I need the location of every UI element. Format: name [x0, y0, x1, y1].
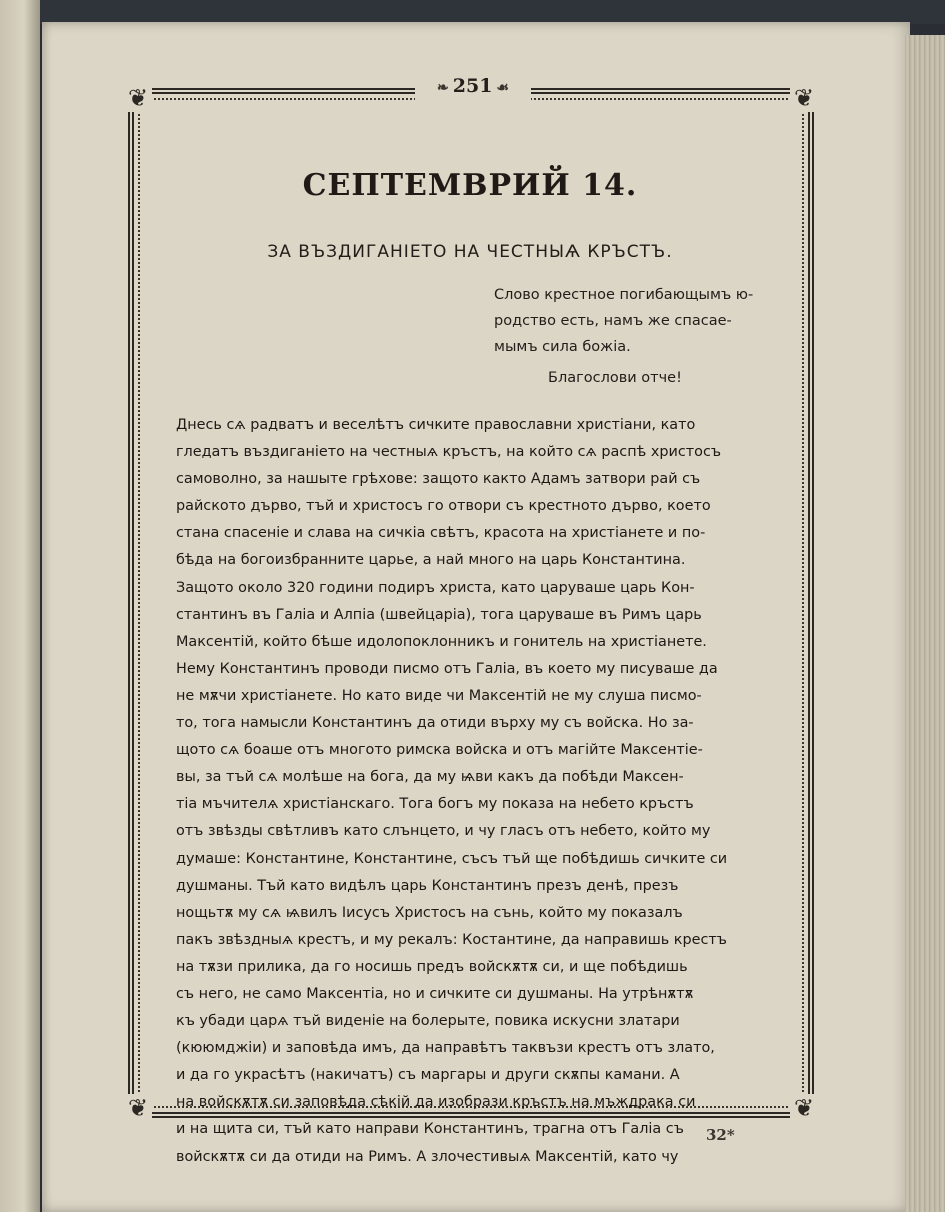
body-line: Нему Константинъ проводи писмо отъ Галіа, въ което му писуваше да — [176, 660, 718, 677]
body-line: войскѫтѫ си да отиди на Римъ. А злочестивыѧ Максентій, като чу — [176, 1148, 679, 1165]
page-header — [415, 72, 531, 100]
leaf-ornament-icon: ❧ — [437, 80, 449, 96]
page-edges — [905, 35, 945, 1212]
body-line: душманы. Тъй като видѣлъ царь Константинъ презъ денѣ, презъ — [176, 877, 679, 894]
body-line: стана спасеніе и слава на сичкіа свѣтъ, красота на христіанете и по- — [176, 525, 706, 542]
leaf-ornament-icon: ☙ — [496, 80, 509, 96]
page-number: 251 — [452, 75, 493, 97]
chapter-title: СЕПТЕМВРИЙ 14. — [302, 168, 638, 203]
body-line: стантинъ въ Галіа и Алпіа (швейцаріа), тога царуваше въ Римъ царь — [176, 606, 702, 623]
printer-signature: 32* — [706, 1126, 735, 1144]
corner-flourish-icon: ❦ — [124, 84, 152, 112]
body-line: (кююмджіи) и заповѣда имъ, да направѣтъ таквъзи крестъ отъ злато, — [176, 1040, 715, 1057]
body-line: не мѫчи христіанете. Но като виде чи Максентій не му слуша писмо- — [176, 687, 702, 704]
body-line: самоволно, за нашыте грѣхове: защото както Адамъ затвори рай съ — [176, 471, 701, 488]
body-line: гледатъ въздиганіето на честныѧ кръстъ, на който сѧ распѣ христосъ — [176, 444, 722, 461]
body-line: бѣда на богоизбранните царье, а най много на царь Константина. — [176, 552, 686, 569]
body-line: на тѫзи прилика, да го носишь предъ войскѫтѫ си, и ще побѣдишь — [176, 958, 688, 975]
body-line: Максентій, който бѣше идолопоклонникъ и гонитель на христіанете. — [176, 633, 707, 650]
body-text — [176, 412, 776, 1171]
corner-flourish-icon: ❦ — [790, 1094, 818, 1122]
scan-background — [40, 0, 945, 24]
body-line: то, тога намысли Константинъ да отиди върху му съ войска. Но за- — [176, 715, 694, 732]
body-line: съ него, не само Максентіа, но и сичките си душманы. На утрѣнѫтѫ — [176, 985, 694, 1002]
body-line: Днесь сѧ радватъ и веселѣтъ сичките православни христіани, като — [176, 417, 696, 433]
body-line: нощьтѫ му сѧ ѩвилъ Іисусъ Христосъ на сънь, който му показалъ — [176, 904, 683, 921]
body-line: отъ звѣзды свѣтливъ като слънцето, и чу гласъ отъ небето, който му — [176, 823, 711, 840]
epigraph-line: Слово крестное погибающымъ ю- — [494, 287, 754, 303]
epigraph — [494, 282, 784, 360]
corner-flourish-icon: ❦ — [124, 1094, 152, 1122]
body-line: вы, за тъй сѧ молѣше на бога, да му ѩви какъ да побѣди Максен- — [176, 769, 684, 786]
body-line: и на щита си, тъй като направи Константинъ, трагна отъ Галіа съ — [176, 1121, 684, 1138]
body-line: къ убади царѧ тъй виденіе на болерыте, повика искусни златари — [176, 1013, 680, 1030]
body-line: думаше: Константине, Константине, съсъ тъй ще побѣдишь сичките си — [176, 850, 728, 867]
body-line: тіа мъчителѧ христіанскаго. Тога богъ му показа на небето кръстъ — [176, 796, 694, 813]
body-line: райското дърво, тъй и христосъ го отвори съ крестното дърво, което — [176, 498, 711, 515]
body-line: на войскѫтѫ си заповѣда сѣкій да изобрази кръстъ на мъждрака си — [176, 1094, 696, 1111]
epigraph-line: родство есть, намъ же спасае- — [494, 313, 732, 329]
body-line: щото сѧ боаше отъ многото римска войска и отъ магійте Максентіе- — [176, 742, 703, 759]
body-line: и да го украсѣтъ (накичатъ) съ маргары и други скѫпы камани. А — [176, 1067, 680, 1084]
epigraph-line: мымъ сила божіа. — [494, 339, 631, 355]
body-line: Защото около 320 години подиръ христа, като царуваше царь Кон- — [176, 579, 695, 596]
body-line: пакъ звѣздныѧ крестъ, и му рекалъ: Костантине, да направишь крестъ — [176, 931, 727, 948]
blessing-line: Благослови отче! — [548, 370, 682, 386]
corner-flourish-icon: ❦ — [790, 84, 818, 112]
chapter-subtitle: ЗА ВЪЗДИГАНІЕТО НА ЧЕСТНЫѦ КРЪСТЪ. — [267, 242, 673, 262]
book-spine — [0, 0, 40, 1212]
